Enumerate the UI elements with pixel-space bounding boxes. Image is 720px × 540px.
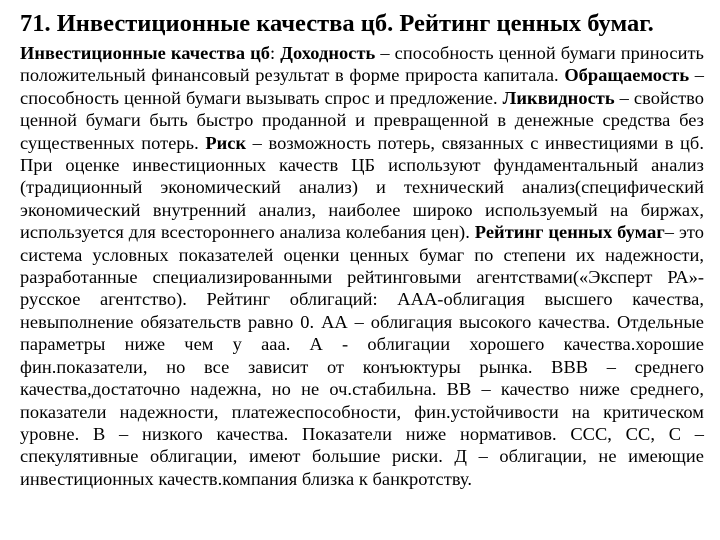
slide-body <box>20 42 704 490</box>
body-fragment: : <box>270 43 281 63</box>
term-risk: Риск <box>205 132 247 153</box>
term-profitability: Доходность <box>280 43 376 63</box>
body-fragment: – свойство ценной бумаги быть быстро проданной и превращенной в денежные средства без существенных потерь. <box>20 87 705 153</box>
slide-title: 71. Инвестиционные качества цб. Рейтинг ценных бумаг. <box>20 10 654 37</box>
term-securities-rating: Рейтинг ценных бумаг <box>474 222 665 243</box>
term-tradability: Обращаемость <box>564 65 690 86</box>
body-fragment: – способность ценной бумаги приносить положительный финансовый результат в форме прироста капитала. <box>20 43 704 86</box>
term-investment-qualities: Инвестиционные качества цб <box>20 43 271 63</box>
body-fragment: – возможность потерь, связанных с инвестициями в цб. При оценке инвестиционных качеств ЦБ используют фундаментальный анализ (традиционный экономический анализ) и технический анализ(специфический экономический внутренний анализ, наиболее широко используемый на биржах, используется для всестороннего анализа колебания цен). <box>20 132 704 243</box>
term-liquidity: Ликвидность <box>502 87 615 108</box>
body-fragment: – способность ценной бумаги вызывать спрос и предложение. <box>20 65 704 108</box>
body-fragment: – это система условных показателей оценки ценных бумаг по степени их надежности, разработанные специализированными рейтинговыми агентствами(«Эксперт РА»-русское агентство). Рейтинг облигаций: ААА-облигация высшего качества, невыполнение обязательств равно 0. АА – облигация высокого качества. Отдельные параметры ниже чем у ааа. А - облигации хорошего качества.хорошие фин.показатели, но все зависит от конъюктуры рынка. ВВВ – среднего качества,достаточно надежна, но не оч.стабильна. ВВ – качество ниже среднего, показатели надежности, платежеспособности, фин.устойчивости на критическом уровне. В – низкого качества. Показатели ниже нормативов. ССС, СС, С – спекулятивные облигации, имеют большие риски. Д – облигации, не имеющие инвестиционных качеств.компания близка к банкротству. <box>20 222 704 489</box>
